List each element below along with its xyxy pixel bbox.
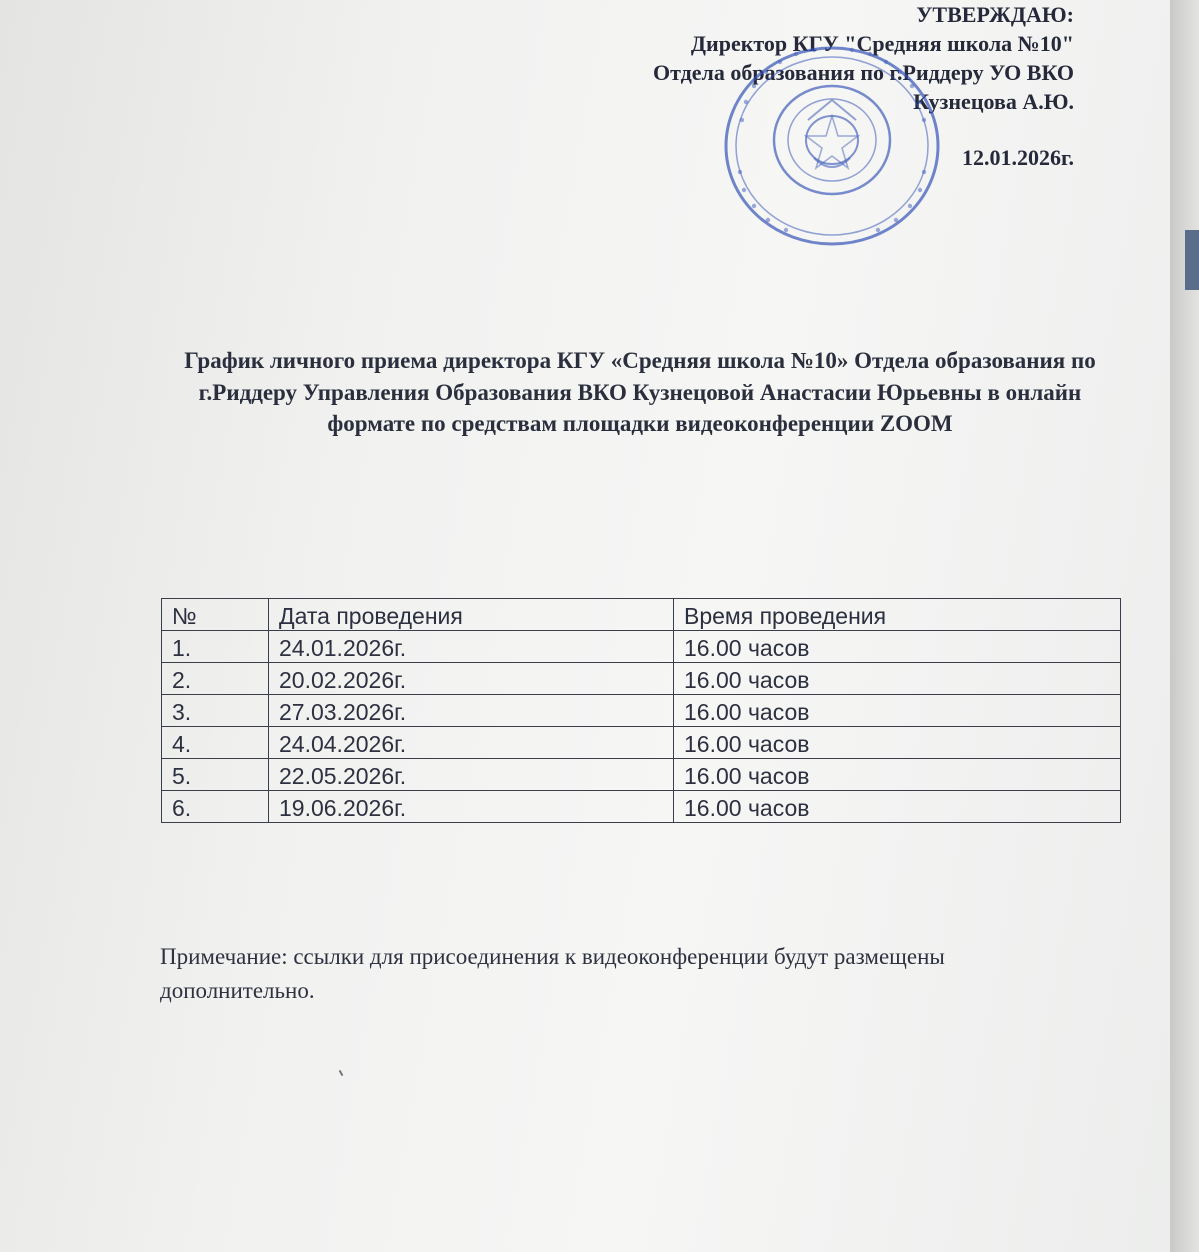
row-time: 16.00 часов bbox=[674, 631, 1121, 663]
row-date: 19.06.2026г. bbox=[269, 791, 674, 823]
table-header-row bbox=[162, 599, 1121, 631]
row-time: 16.00 часов bbox=[674, 791, 1121, 823]
header-time: Время проведения bbox=[674, 599, 1121, 631]
row-number: 1. bbox=[162, 631, 269, 663]
row-number: 5. bbox=[162, 759, 269, 791]
table-row bbox=[162, 631, 1121, 663]
row-date: 22.05.2026г. bbox=[269, 759, 674, 791]
table-row bbox=[162, 663, 1121, 695]
schedule-table bbox=[161, 598, 1121, 823]
paper-stack-edge bbox=[1170, 0, 1199, 1252]
header-number: № bbox=[162, 599, 269, 631]
row-number: 3. bbox=[162, 695, 269, 727]
row-date: 24.01.2026г. bbox=[269, 631, 674, 663]
approval-date: 12.01.2026г. bbox=[961, 145, 1074, 170]
row-time: 16.00 часов bbox=[674, 727, 1121, 759]
note-text: Примечание: ссылки для присоединения к видеоконференции будут размещены дополнительно. bbox=[160, 944, 945, 1003]
table-row bbox=[162, 695, 1121, 727]
binder-tab bbox=[1185, 230, 1199, 290]
approval-position: Директор КГУ "Средняя школа №10" bbox=[690, 31, 1074, 56]
page-title: График личного приема директора КГУ «Средняя школа №10» Отдела образования по г.Риддеру Управления Образования ВКО Кузнецовой Анастасии Юрьевны в онлайн формате по средствам площадки видеоконференции ZOOM bbox=[184, 348, 1096, 436]
row-number: 4. bbox=[162, 727, 269, 759]
row-date: 20.02.2026г. bbox=[269, 663, 674, 695]
round-seal-stamp-icon bbox=[718, 40, 946, 252]
table-row bbox=[162, 791, 1121, 823]
paper-speck bbox=[339, 1070, 344, 1076]
row-date: 24.04.2026г. bbox=[269, 727, 674, 759]
row-number: 2. bbox=[162, 663, 269, 695]
header-date: Дата проведения bbox=[269, 599, 674, 631]
row-date: 27.03.2026г. bbox=[269, 695, 674, 727]
row-time: 16.00 часов bbox=[674, 695, 1121, 727]
approval-heading: УТВЕРЖДАЮ: bbox=[916, 2, 1074, 27]
row-time: 16.00 часов bbox=[674, 663, 1121, 695]
row-number: 6. bbox=[162, 791, 269, 823]
table-row bbox=[162, 727, 1121, 759]
approval-signatory: Кузнецова А.Ю. bbox=[913, 89, 1074, 114]
approval-department: Отдела образования по г.Риддеру УО ВКО bbox=[652, 60, 1074, 85]
table-row bbox=[162, 759, 1121, 791]
row-time: 16.00 часов bbox=[674, 759, 1121, 791]
